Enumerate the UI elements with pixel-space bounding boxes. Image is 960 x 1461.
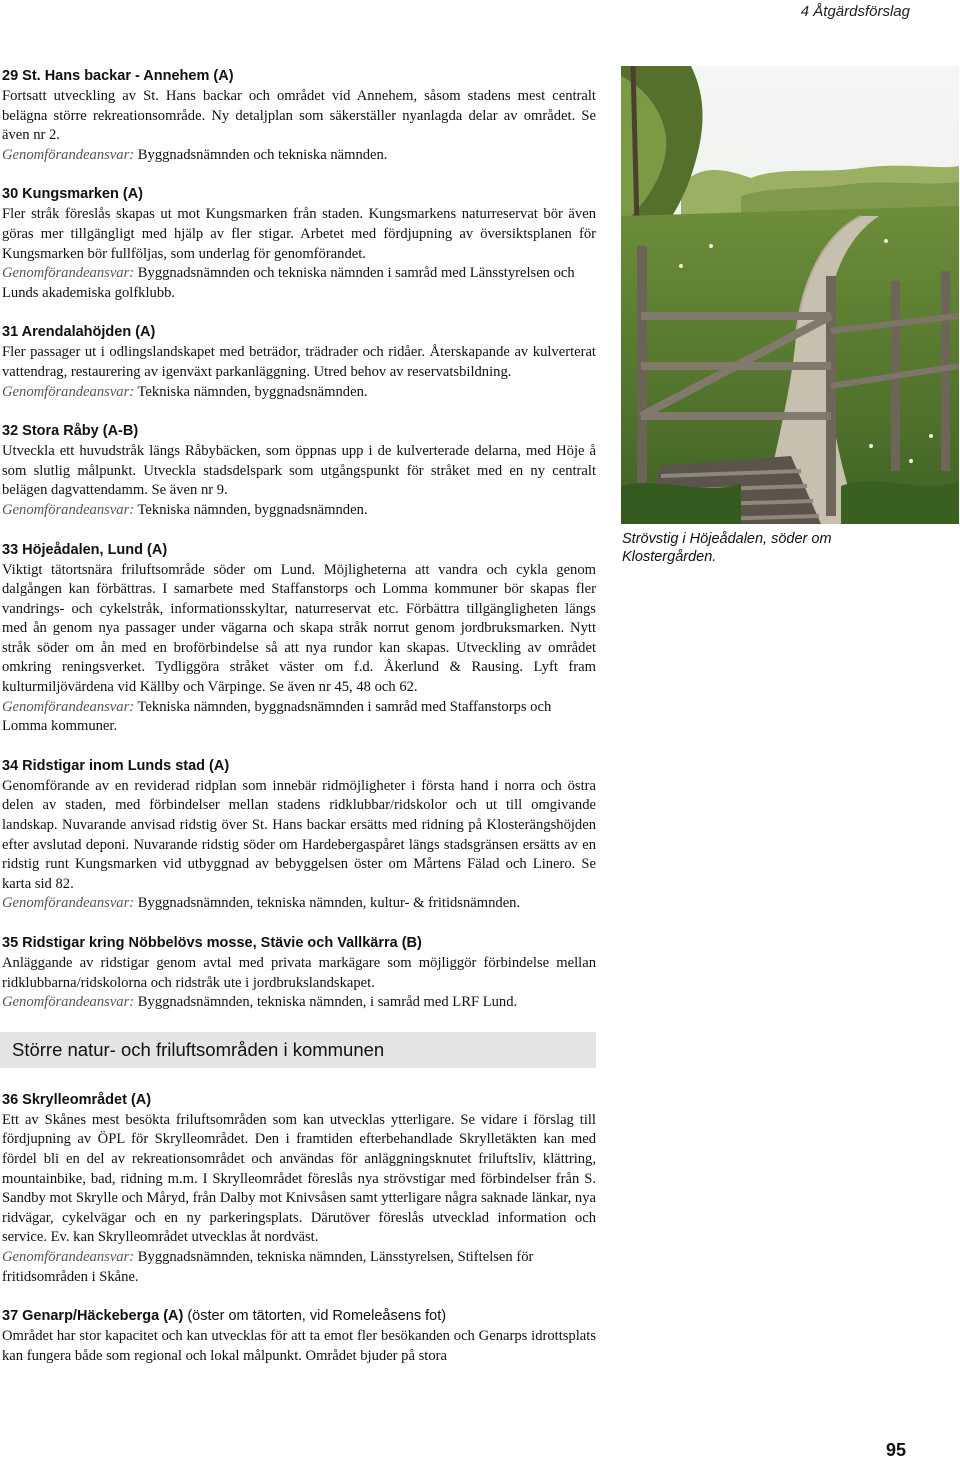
section-title: 36 Skrylleområdet (A)	[2, 1091, 152, 1108]
section-responsibility	[2, 698, 596, 737]
section-body: Fler stråk föreslås skapas ut mot Kungsmarken från staden. Kungsmarkens naturreservat bör även göras mer tillgängligt med hjälp av fler stigar. Arbetet med fördjupning av översiktsplanen för Kungsmarken bör fullföljas, som underlag för genomförandet.	[2, 206, 596, 262]
section-body: Anläggande av ridstigar genom avtal med privata markägare som möjliggör förbindelse mellan ridklubbarna/ridskolorna och ridstråk ute i jordbrukslandskapet.	[2, 955, 596, 991]
responsibility-text: Byggnadsnämnden, tekniska nämnden, kultur- & fritidsnämnden.	[137, 895, 521, 912]
page-number: 95	[885, 1440, 906, 1460]
section-31	[2, 322, 596, 402]
section-body: Området har stor kapacitet och kan utvecklas för att ta emot fler besökanden och Genarps idrottsplats kan fungera både som regional och lokal målpunkt. Området bjuder på stora	[2, 1328, 596, 1364]
section-title-extra: (öster om tätorten, vid Romeleåsens fot)	[183, 1308, 447, 1325]
section-37	[2, 1306, 596, 1366]
section-title: 37 Genarp/Häckeberga (A)	[2, 1308, 184, 1325]
responsibility-text: Byggnadsnämnden, tekniska nämnden, Länsstyrelsen, Stiftelsen för fritidsområden i Skåne.	[2, 1248, 534, 1285]
responsibility-label: Genomförandeansvar:	[2, 501, 135, 518]
photo-caption: Strövstig i Höjeådalen, söder om Klostergården.	[622, 531, 832, 565]
section-30	[2, 184, 596, 303]
responsibility-label: Genomförandeansvar:	[2, 698, 135, 715]
subheading-band	[0, 1032, 596, 1068]
section-responsibility	[2, 1248, 596, 1287]
section-body: Viktigt tätortsnära friluftsområde söder om Lund. Möjligheterna att vandra och cykla genom dalgången kan förbättras. I samarbete med Staffanstorps och Lomma kommuner bör skapas fler vandrings- och cykelstråk, informationsskyltar, naturreservat etc. Förbättra tillgängligheten längs med ån genom nya passager under vägarna och skapa stråk norrut genom jordbruksmarken. Nytt stråk söder om ån med en broförbindelse så att nya rundor kan skapas. Utveckling av området omkring reningsverket. Tydliggöra stråket väster om f.d. Åkerlund & Rausing. Lyft fram kulturmiljövärdena vid Källby och Värpinge. Se även nr 45, 48 och 62.	[2, 561, 596, 696]
responsibility-label: Genomförandeansvar:	[2, 1248, 135, 1265]
responsibility-text: Byggnadsnämnden och tekniska nämnden.	[137, 146, 388, 163]
running-header: 4 Åtgärdsförslag	[800, 3, 910, 20]
section-32	[2, 421, 596, 520]
section-responsibility	[2, 383, 596, 403]
section-35	[2, 933, 596, 1013]
responsibility-label: Genomförandeansvar:	[2, 265, 135, 282]
responsibility-text: Byggnadsnämnden och tekniska nämnden i samråd med Länsstyrelsen och Lunds akademiska golfklubb.	[2, 265, 575, 301]
section-36	[2, 1090, 596, 1287]
section-33	[2, 540, 596, 737]
section-body: Genomförande av en reviderad ridplan som innebär ridmöjligheter i första hand i norra och östra delen av staden, med förbindelser mellan stadens ridklubbar/ridskolor och ut till omgivande landskap. Nuvarande anvisad ridstig över St. Hans backar ersätts med ridning på Klosterängshöjden efter avslutad deponi. Nuvarande ridstig söder om Hardebergaspåret längs stadsgränsen ersätts av en ridstig runt Kungsmarken vid utbyggnad av bebyggelsen öster om Mårtens Fälad och Linero. Se karta sid 82.	[2, 777, 596, 892]
section-body: Utveckla ett huvudstråk längs Råbybäcken, som öppnas upp i de kulverterade delarna, med Höje å som slutlig målpunkt. Utveckla stadsdelspark som utgångspunkt för stråket med en ny centralt belägen dagvattendamm. Se även nr 9.	[2, 443, 596, 499]
responsibility-text: Byggnadsnämnden, tekniska nämnden, i samråd med LRF Lund.	[137, 994, 518, 1011]
responsibility-label: Genomförandeansvar:	[2, 895, 135, 912]
section-responsibility	[2, 894, 596, 914]
responsibility-label: Genomförandeansvar:	[2, 383, 135, 400]
section-title: 29 St. Hans backar - Annehem (A)	[2, 68, 234, 84]
section-body: Ett av Skånes mest besökta friluftsområden som kan utvecklas ytterligare. Se vidare i förslag till fördjupning av ÖPL för Skrylleområdet. Den i framtiden efterbehandlade Skrylletäkten kan med fördel bli en del av rekreationsområdet och användas för anläggningsknutet friluftsliv, klättring, mountainbike, bad, ridning m.m. I Skrylleområdet föreslås nya strövstigar med förbindelser från S. Sandby mot Skrylle och Måryd, från Dalby mot Knivsåsen samt ytterligare några saknade länkar, nya ridvägar, cykelvägar och en ny parkeringsplats. Därutöver föreslås utvecklad information och service. Ev. kan Skrylleområdet utvecklas åt nordväst.	[2, 1111, 596, 1246]
responsibility-text: Tekniska nämnden, byggnadsnämnden i samråd med Staffanstorps och Lomma kommuner.	[2, 698, 552, 735]
section-title: 33 Höjeådalen, Lund (A)	[2, 541, 168, 558]
landscape-photo	[621, 66, 959, 524]
responsibility-label: Genomförandeansvar:	[2, 994, 135, 1011]
section-body: Fortsatt utveckling av St. Hans backar och området vid Annehem, såsom stadens mest centralt belägna större rekreationsområde. Ny detaljplan som säkerställer nyanlagda delar av området. Se även nr 2.	[2, 88, 596, 144]
responsibility-text: Tekniska nämnden, byggnadsnämnden.	[137, 383, 368, 400]
text-column	[2, 66, 596, 1385]
section-responsibility	[2, 501, 596, 521]
section-title: 30 Kungsmarken (A)	[2, 186, 144, 203]
section-body: Fler passager ut i odlingslandskapet med beträdor, trädrader och ridåer. Återskapande av kulverterat vattendrag, restaurering av igenväxt parkanläggning. Utred behov av reservatsbildning.	[2, 344, 596, 380]
section-title: 35 Ridstigar kring Nöbbelövs mosse, Stävie och Vallkärra (B)	[2, 935, 422, 951]
section-34	[2, 756, 596, 914]
section-title-row	[2, 1306, 596, 1326]
section-title: 34 Ridstigar inom Lunds stad (A)	[2, 757, 230, 774]
section-title: 31 Arendalahöjden (A)	[2, 324, 156, 341]
section-responsibility	[2, 993, 596, 1013]
responsibility-text: Tekniska nämnden, byggnadsnämnden.	[137, 501, 368, 518]
section-responsibility	[2, 146, 596, 166]
responsibility-label: Genomförandeansvar:	[2, 146, 135, 163]
subheading-text: Större natur- och friluftsområden i kommunen	[12, 1038, 385, 1060]
section-29	[2, 66, 596, 165]
section-title: 32 Stora Råby (A-B)	[2, 423, 139, 440]
section-responsibility	[2, 264, 596, 303]
